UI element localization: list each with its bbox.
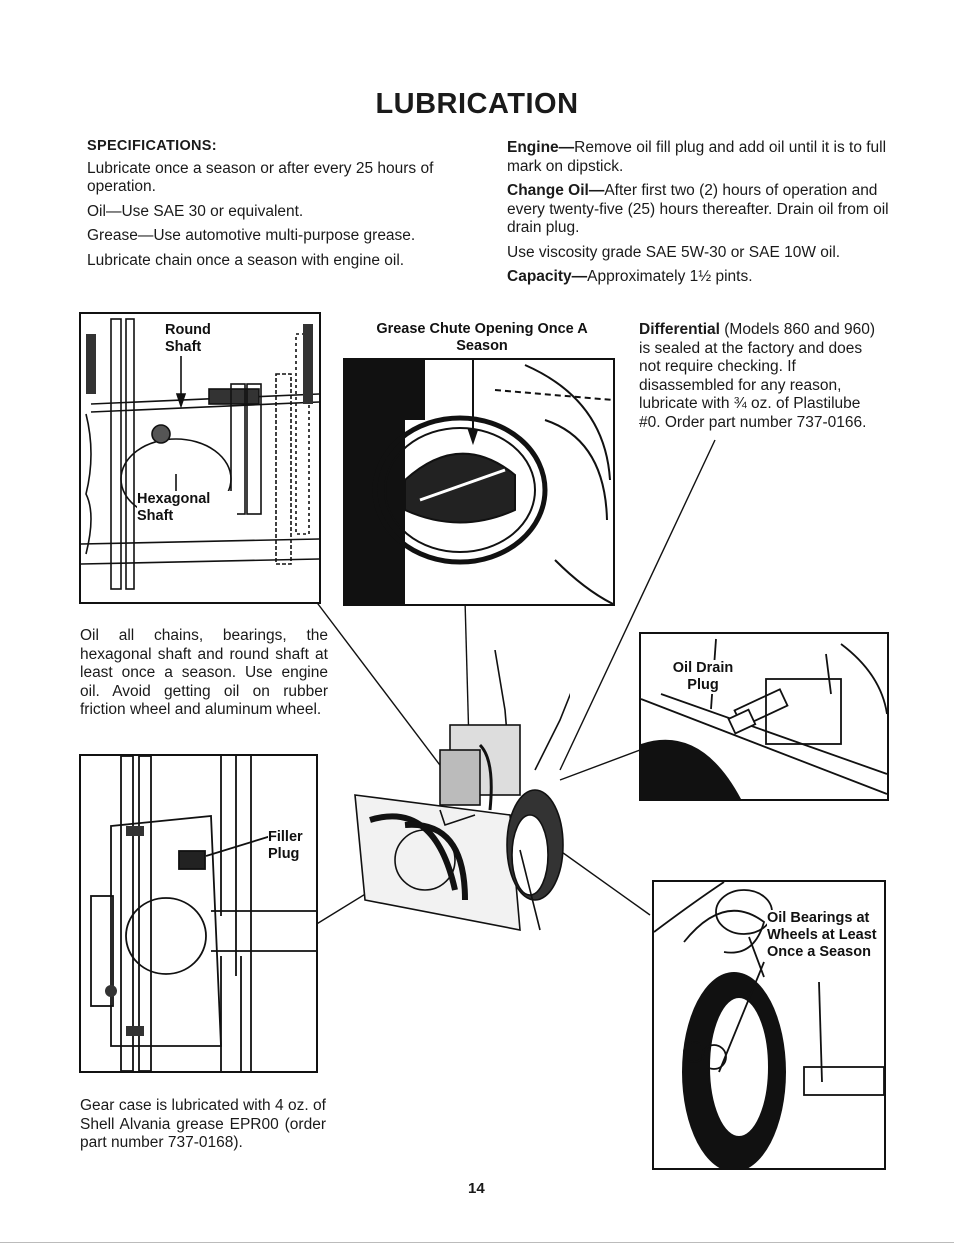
differential-text: (Models 860 and 960) is sealed at the factory and does not require checking. If disassembled for any reason, lubricate with ¾ oz. of Plastilube #0. Order part number 737-0166. [639, 321, 876, 431]
grease-chute-label: Grease Chute Opening Once A Season [376, 321, 588, 354]
differential-note [639, 321, 886, 433]
spec-lubricate-interval: Lubricate once a season or after every 25 hours of operation. [87, 159, 434, 195]
gear-case-note: Gear case is lubricated with 4 oz. of Shell Alvania grease EPR00 (order part number 737-0168). [80, 1097, 326, 1152]
change-oil-text: After first two (2) hours of operation and every twenty-five (25) hours thereafter. Drain oil from oil drain plug. [507, 182, 889, 236]
wheel-bearings-figure [652, 880, 886, 1170]
oil-bearings-label: Oil Bearings at Wheels at Least Once a Season [767, 910, 882, 961]
specifications-heading: SPECIFICATIONS: [87, 138, 217, 154]
change-oil-label: Change Oil— [507, 182, 605, 199]
oil-drain-plug-label: Oil Drain Plug [665, 660, 741, 694]
shaft-figure [79, 312, 321, 604]
capacity-text: Approximately 1½ pints. [587, 268, 753, 285]
page-number: 14 [468, 1180, 485, 1197]
gear-case-illustration [81, 756, 316, 1071]
chains-oil-note: Oil all chains, bearings, the hexagonal shaft and round shaft at least once a season. Use engine oil. Avoid getting oil on rubber friction wheel and aluminum wheel. [80, 627, 328, 719]
shaft-illustration [81, 314, 319, 602]
snow-thrower-illustration [345, 650, 570, 945]
bottom-rule [0, 1242, 954, 1243]
chute-figure [343, 358, 615, 606]
page-title: LUBRICATION [375, 88, 579, 120]
round-shaft-label: Round Shaft [165, 322, 227, 356]
spec-oil: Oil—Use SAE 30 or equivalent. [87, 202, 304, 220]
engine-text: Remove oil fill plug and add oil until it is to full mark on dipstick. [507, 139, 887, 175]
filler-plug-label: Filler Plug [268, 829, 312, 863]
differential-label: Differential [639, 321, 720, 338]
oil-drain-figure [639, 632, 889, 801]
capacity-label: Capacity— [507, 268, 588, 285]
engine-label: Engine— [507, 139, 575, 156]
spec-grease: Grease—Use automotive multi-purpose grease. [87, 227, 416, 244]
filler-plug-figure [79, 754, 318, 1073]
hexagonal-shaft-label: Hexagonal Shaft [137, 491, 237, 525]
spec-chain: Lubricate chain once a season with engine oil. [87, 251, 405, 269]
oil-drain-illustration [641, 634, 887, 799]
chute-illustration [345, 360, 613, 604]
viscosity-instruction: Use viscosity grade SAE 5W-30 or SAE 10W oil. [507, 243, 841, 261]
